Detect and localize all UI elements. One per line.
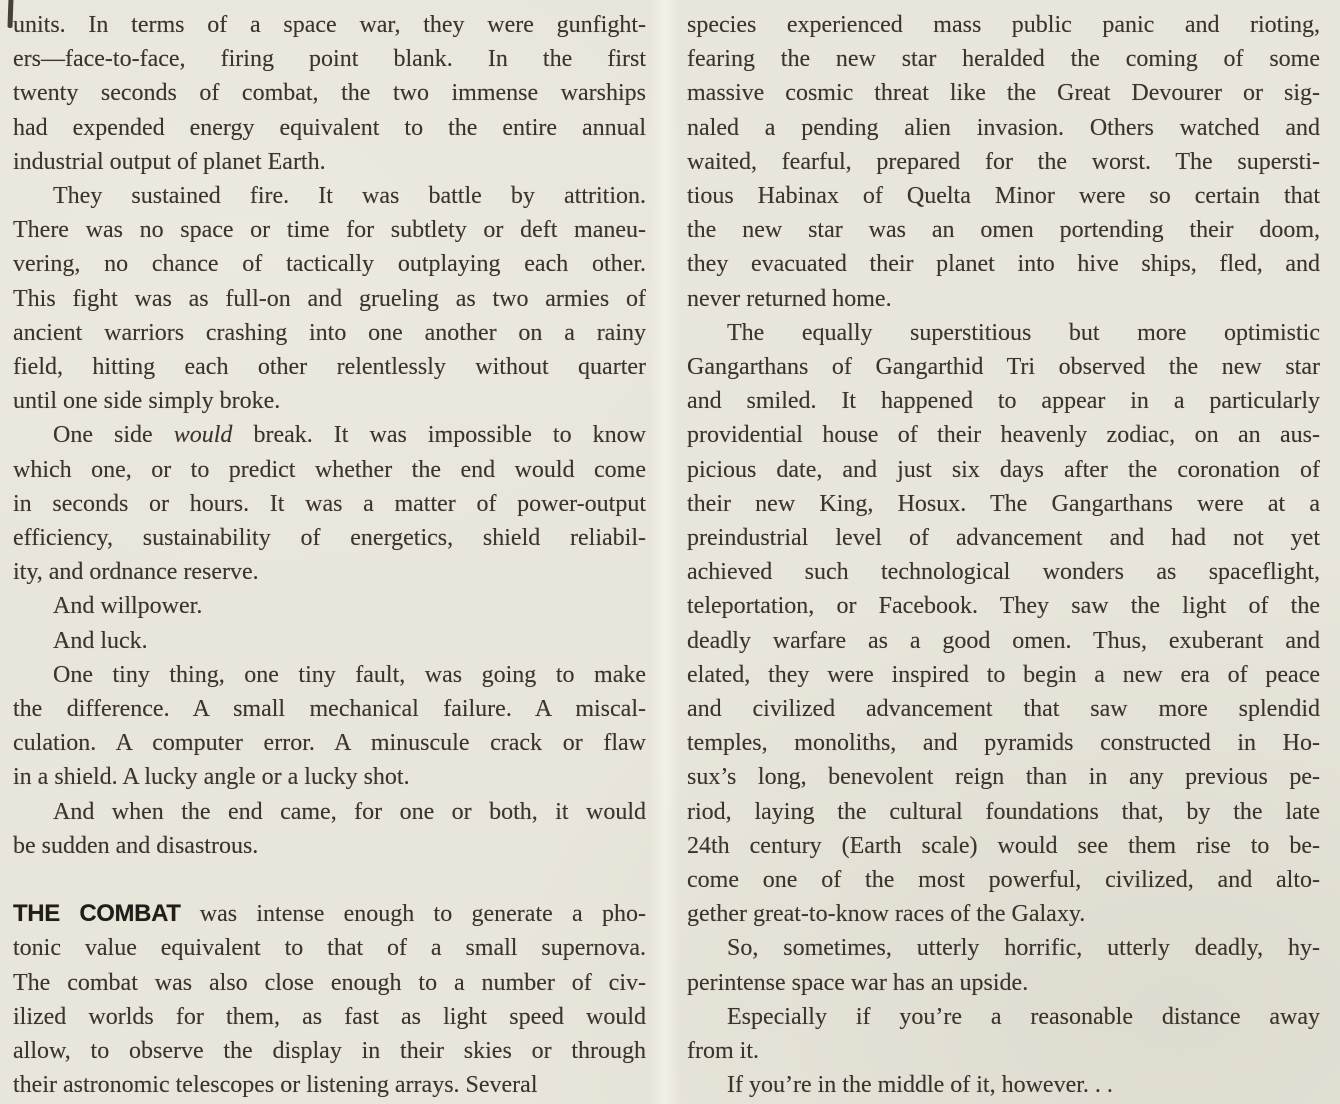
- text-line: [13, 795, 646, 829]
- text-line: [687, 487, 1320, 521]
- text-line: [13, 1034, 646, 1068]
- text-run: twenty seconds of combat, the two immense warships: [13, 80, 646, 107]
- text-line: [13, 931, 646, 965]
- text-line: [687, 966, 1320, 1000]
- text-line: [13, 555, 646, 589]
- paragraph: [687, 931, 1320, 999]
- text-line: [13, 692, 646, 726]
- text-line: [687, 589, 1320, 623]
- text-line: [687, 179, 1320, 213]
- text-run: teleportation, or Facebook. They saw the light of the: [687, 593, 1320, 620]
- text-line: [13, 1000, 646, 1034]
- text-run: 24th century (Earth scale) would see them rise to be-: [687, 832, 1320, 859]
- text-run: be sudden and disastrous.: [13, 832, 259, 859]
- text-run: come one of the most powerful, civilized, and alto-: [687, 867, 1320, 894]
- paragraph: [13, 897, 646, 1102]
- right-text-column: [687, 8, 1320, 1103]
- text-run: had expended energy equivalent to the entire annual: [13, 114, 646, 141]
- text-run: and smiled. It happened to appear in a particularly: [687, 388, 1320, 415]
- text-run: sux’s long, benevolent reign than in any previous pe-: [687, 764, 1320, 791]
- text-line: [687, 1000, 1320, 1034]
- text-line: [13, 350, 646, 384]
- text-run: ilized worlds for them, as fast as light speed would: [13, 1003, 646, 1030]
- text-line: [687, 555, 1320, 589]
- text-line: [687, 8, 1320, 42]
- text-run: in seconds or hours. It was a matter of power-output: [13, 490, 646, 517]
- text-run: the difference. A small mechanical failure. A miscal-: [13, 696, 646, 723]
- text-line: [687, 795, 1320, 829]
- text-run: from it.: [687, 1038, 759, 1065]
- text-run: elated, they were inspired to begin a new era of peace: [687, 661, 1320, 688]
- text-run: They sustained fire. It was battle by attrition.: [53, 183, 646, 210]
- text-line: [13, 384, 646, 418]
- text-line: [687, 760, 1320, 794]
- text-run: never returned home.: [687, 285, 892, 312]
- paragraph: [687, 316, 1320, 932]
- text-run: riod, laying the cultural foundations that, by the late: [687, 798, 1320, 825]
- text-run: the new star was an omen portending their doom,: [687, 217, 1320, 244]
- text-line: [687, 282, 1320, 316]
- text-line: [687, 658, 1320, 692]
- text-run: One tiny thing, one tiny fault, was going to make: [53, 661, 646, 688]
- text-run: species experienced mass public panic and rioting,: [687, 12, 1320, 38]
- text-line: [687, 897, 1320, 931]
- text-run: There was no space or time for subtlety or deft maneu-: [13, 217, 646, 244]
- text-line: [13, 624, 646, 658]
- paragraph: [687, 8, 1320, 316]
- text-line: [13, 521, 646, 555]
- paragraph: [13, 589, 646, 623]
- text-line: [13, 487, 646, 521]
- text-run: And luck.: [53, 627, 148, 654]
- text-run: allow, to observe the display in their skies or through: [13, 1038, 646, 1065]
- paragraph: [687, 1000, 1320, 1068]
- text-line: [13, 282, 646, 316]
- text-run: vering, no chance of tactically outplaying each other.: [13, 251, 646, 278]
- text-line: [13, 760, 646, 794]
- paragraph: [687, 1068, 1320, 1102]
- text-line: [13, 76, 646, 110]
- text-line: [13, 589, 646, 623]
- text-run: they evacuated their planet into hive ships, fled, and: [687, 251, 1320, 278]
- left-text-column: [13, 8, 646, 1102]
- text-run: Especially if you’re a reasonable distance away: [727, 1003, 1320, 1030]
- text-line: [13, 8, 646, 42]
- text-run: ers—face-to-face, firing point blank. In the first: [13, 46, 646, 73]
- text-line: [13, 316, 646, 350]
- text-run: ity, and ordnance reserve.: [13, 559, 259, 586]
- text-line: [687, 726, 1320, 760]
- text-line: [687, 1034, 1320, 1068]
- text-run: preindustrial level of advancement and had not yet: [687, 525, 1320, 552]
- text-run: tious Habinax of Quelta Minor were so certain that: [687, 183, 1320, 210]
- text-run: efficiency, sustainability of energetics, shield reliabil-: [13, 525, 646, 552]
- text-line: [13, 658, 646, 692]
- paragraph: [13, 795, 646, 863]
- text-run: fearing the new star heralded the coming of some: [687, 46, 1320, 73]
- paragraph: [13, 418, 646, 589]
- text-line: [13, 1068, 646, 1102]
- text-line: [687, 863, 1320, 897]
- text-line: [687, 418, 1320, 452]
- text-run: ancient warriors crashing into one another on a rainy: [13, 319, 646, 346]
- text-line: [13, 111, 646, 145]
- text-run: massive cosmic threat like the Great Devourer or sig-: [687, 80, 1320, 107]
- text-line: [13, 247, 646, 281]
- text-run: until one side simply broke.: [13, 388, 281, 415]
- text-line: [13, 179, 646, 213]
- text-line: [13, 145, 646, 179]
- text-line: [687, 829, 1320, 863]
- text-run: waited, fearful, prepared for the worst. The supersti-: [687, 148, 1320, 175]
- text-run: temples, monoliths, and pyramids constructed in Ho-: [687, 730, 1320, 757]
- text-run: And when the end came, for one or both, it would: [53, 798, 646, 825]
- text-run: break. It was impossible to know: [232, 422, 646, 449]
- paragraph: [13, 624, 646, 658]
- text-line: [13, 42, 646, 76]
- text-run: units. In terms of a space war, they were gunfight-: [13, 12, 646, 38]
- text-line: [13, 453, 646, 487]
- text-run: providential house of their heavenly zodiac, on an aus-: [687, 422, 1320, 449]
- text-line: [687, 76, 1320, 110]
- text-run: tonic value equivalent to that of a small supernova.: [13, 935, 646, 962]
- text-run: And willpower.: [53, 593, 203, 620]
- text-run: which one, or to predict whether the end would come: [13, 456, 646, 483]
- text-run: picious date, and just six days after the coronation of: [687, 456, 1320, 483]
- text-line: [687, 316, 1320, 350]
- paragraph: [13, 658, 646, 795]
- text-line: [687, 350, 1320, 384]
- text-run: deadly warfare as a good omen. Thus, exuberant and: [687, 627, 1320, 654]
- text-run: If you’re in the middle of it, however. . .: [727, 1072, 1113, 1099]
- text-run: culation. A computer error. A minuscule crack or flaw: [13, 730, 646, 757]
- text-run: their astronomic telescopes or listening arrays. Several: [13, 1072, 538, 1099]
- text-line: [13, 726, 646, 760]
- text-line: [13, 213, 646, 247]
- text-run: naled a pending alien invasion. Others watched and: [687, 114, 1320, 141]
- text-line: [687, 145, 1320, 179]
- text-run: industrial output of planet Earth.: [13, 148, 326, 175]
- text-run: One side: [53, 422, 174, 449]
- section-lead-in: THE COMBAT: [13, 900, 181, 928]
- text-line: [13, 897, 646, 931]
- text-run: gether great-to-know races of the Galaxy.: [687, 901, 1086, 928]
- text-line: [13, 418, 646, 452]
- text-line: [687, 1068, 1320, 1102]
- text-line: [687, 111, 1320, 145]
- text-line: [13, 966, 646, 1000]
- paragraph: [13, 8, 646, 179]
- text-run: So, sometimes, utterly horrific, utterly deadly, hy-: [727, 935, 1320, 962]
- text-run: perintense space war has an upside.: [687, 969, 1029, 996]
- column-gutter: [650, 0, 680, 1104]
- text-line: [687, 384, 1320, 418]
- text-line: [687, 692, 1320, 726]
- text-run: their new King, Hosux. The Gangarthans were at a: [687, 490, 1320, 517]
- text-run: This fight was as full-on and grueling as two armies of: [13, 285, 646, 312]
- text-line: [687, 42, 1320, 76]
- text-run: field, hitting each other relentlessly without quarter: [13, 354, 646, 381]
- text-run: in a shield. A lucky angle or a lucky shot.: [13, 764, 410, 791]
- text-line: [687, 213, 1320, 247]
- text-run: The equally superstitious but more optimistic: [727, 319, 1320, 346]
- text-line: [687, 931, 1320, 965]
- text-run: Gangarthans of Gangarthid Tri observed the new star: [687, 354, 1320, 381]
- text-run: achieved such technological wonders as spaceflight,: [687, 559, 1320, 586]
- text-run: and civilized advancement that saw more splendid: [687, 696, 1320, 723]
- text-line: [687, 521, 1320, 555]
- text-run: The combat was also close enough to a number of civ-: [13, 969, 646, 996]
- text-line: [687, 453, 1320, 487]
- text-line: [687, 624, 1320, 658]
- text-run: was intense enough to generate a pho-: [180, 901, 646, 928]
- text-line: [687, 247, 1320, 281]
- paragraph: [13, 179, 646, 418]
- text-line: [13, 829, 646, 863]
- italic-text-run: would: [173, 422, 233, 449]
